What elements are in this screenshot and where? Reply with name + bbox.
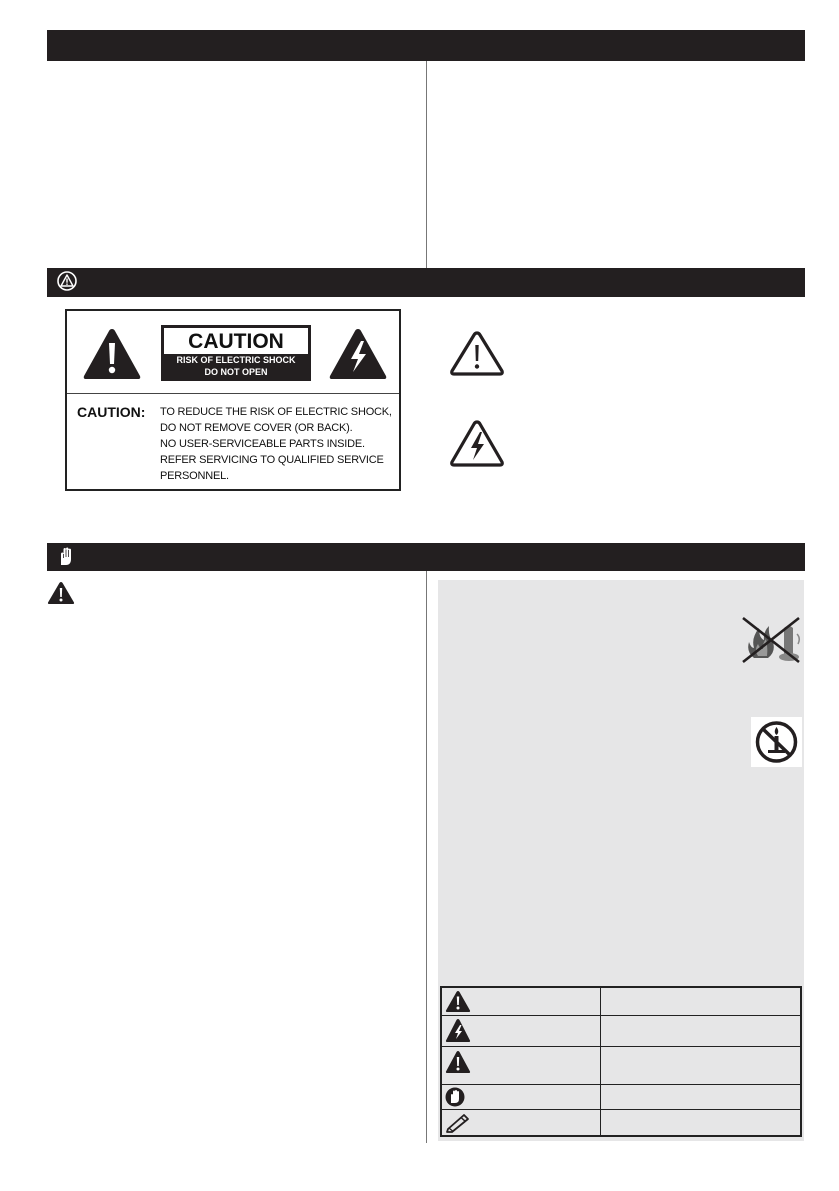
warning-icon (57, 271, 77, 291)
caution-label (65, 309, 401, 491)
table-row-divider (442, 1109, 800, 1110)
section-header-bar (47, 268, 805, 297)
warning-icon (445, 990, 471, 1013)
pencil-note-icon (445, 1112, 471, 1133)
caution-body-line: REFER SERVICING TO QUALIFIED SERVICE (160, 454, 384, 466)
symbol-table (440, 986, 802, 1137)
warning-icon (445, 1050, 471, 1074)
caution-body-label: CAUTION: (77, 404, 146, 420)
section-header-bar (47, 543, 805, 571)
electric-shock-icon (327, 326, 389, 382)
table-row-divider (442, 1046, 800, 1047)
electric-shock-icon (445, 1018, 471, 1043)
caution-subtitle: DO NOT OPEN (204, 367, 268, 377)
hand-stop-icon (57, 546, 75, 567)
caution-title: CAUTION (164, 328, 308, 354)
no-candle-icon (751, 717, 802, 767)
caution-body-line: PERSONNEL. (160, 470, 229, 482)
table-column-divider (600, 988, 601, 1135)
warning-icon (47, 581, 75, 605)
warning-outline-icon (447, 329, 507, 377)
section-header-bar (47, 30, 805, 61)
caution-body-line: TO REDUCE THE RISK OF ELECTRIC SHOCK, (160, 406, 392, 418)
column-divider (426, 571, 427, 1143)
table-row-divider (442, 1084, 800, 1085)
no-fire-icon (740, 614, 802, 666)
caution-subtitle: RISK OF ELECTRIC SHOCK (176, 355, 296, 365)
caution-body-line: NO USER-SERVICEABLE PARTS INSIDE. (160, 438, 365, 450)
divider (67, 393, 399, 394)
caution-body-line: DO NOT REMOVE COVER (OR BACK). (160, 422, 353, 434)
warning-icon (81, 326, 143, 382)
table-row-divider (442, 1015, 800, 1016)
hand-stop-icon (445, 1087, 465, 1107)
column-divider (426, 61, 427, 297)
caution-title-block (161, 325, 311, 381)
electric-shock-outline-icon (447, 418, 507, 468)
